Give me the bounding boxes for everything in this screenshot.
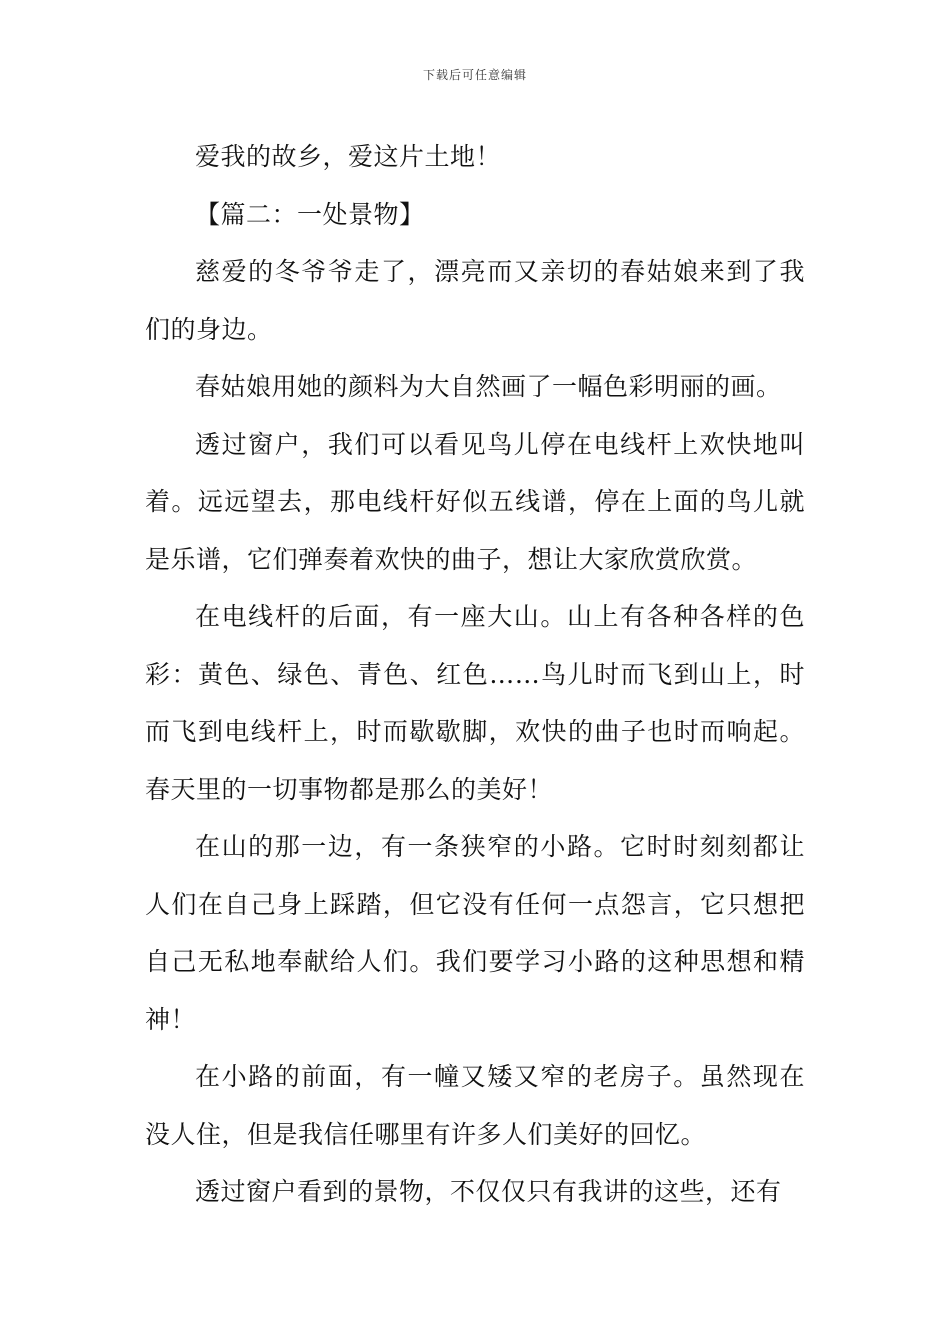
document-body	[145, 128, 805, 1221]
page-header: 下载后可任意编辑	[422, 68, 527, 82]
paragraph-closing-line: 爱我的故乡，爱这片土地！	[195, 142, 502, 171]
paragraph: 在小路的前面，有一幢又矮又窄的老房子。虽然现在没人住，但是我信任哪里有许多人们美好的回忆。	[145, 1062, 805, 1149]
paragraph: 透过窗户，我们可以看见鸟儿停在电线杆上欢快地叫着。远远望去，那电线杆好似五线谱，停在上面的鸟儿就是乐谱，它们弹奏着欢快的曲子，想让大家欣赏欣赏。	[145, 429, 805, 574]
paragraph: 在电线杆的后面，有一座大山。山上有各种各样的色彩：黄色、绿色、青色、红色……鸟儿时而飞到山上，时而飞到电线杆上，时而歇歇脚，欢快的曲子也时而响起。春天里的一切事物都是那么的美好！	[145, 602, 805, 804]
paragraph: 慈爱的冬爷爷走了，漂亮而又亲切的春姑娘来到了我们的身边。	[145, 257, 805, 344]
paragraph: 在山的那一边，有一条狭窄的小路。它时时刻刻都让人们在自己身上踩踏，但它没有任何一点怨言，它只想把自己无私地奉献给人们。我们要学习小路的这种思想和精神！	[145, 832, 805, 1034]
section-heading: 【篇二：一处景物】	[195, 199, 425, 229]
paragraph: 春姑娘用她的颜料为大自然画了一幅色彩明丽的画。	[195, 372, 782, 401]
paragraph: 透过窗户看到的景物，不仅仅只有我讲的这些，还有	[195, 1177, 782, 1206]
